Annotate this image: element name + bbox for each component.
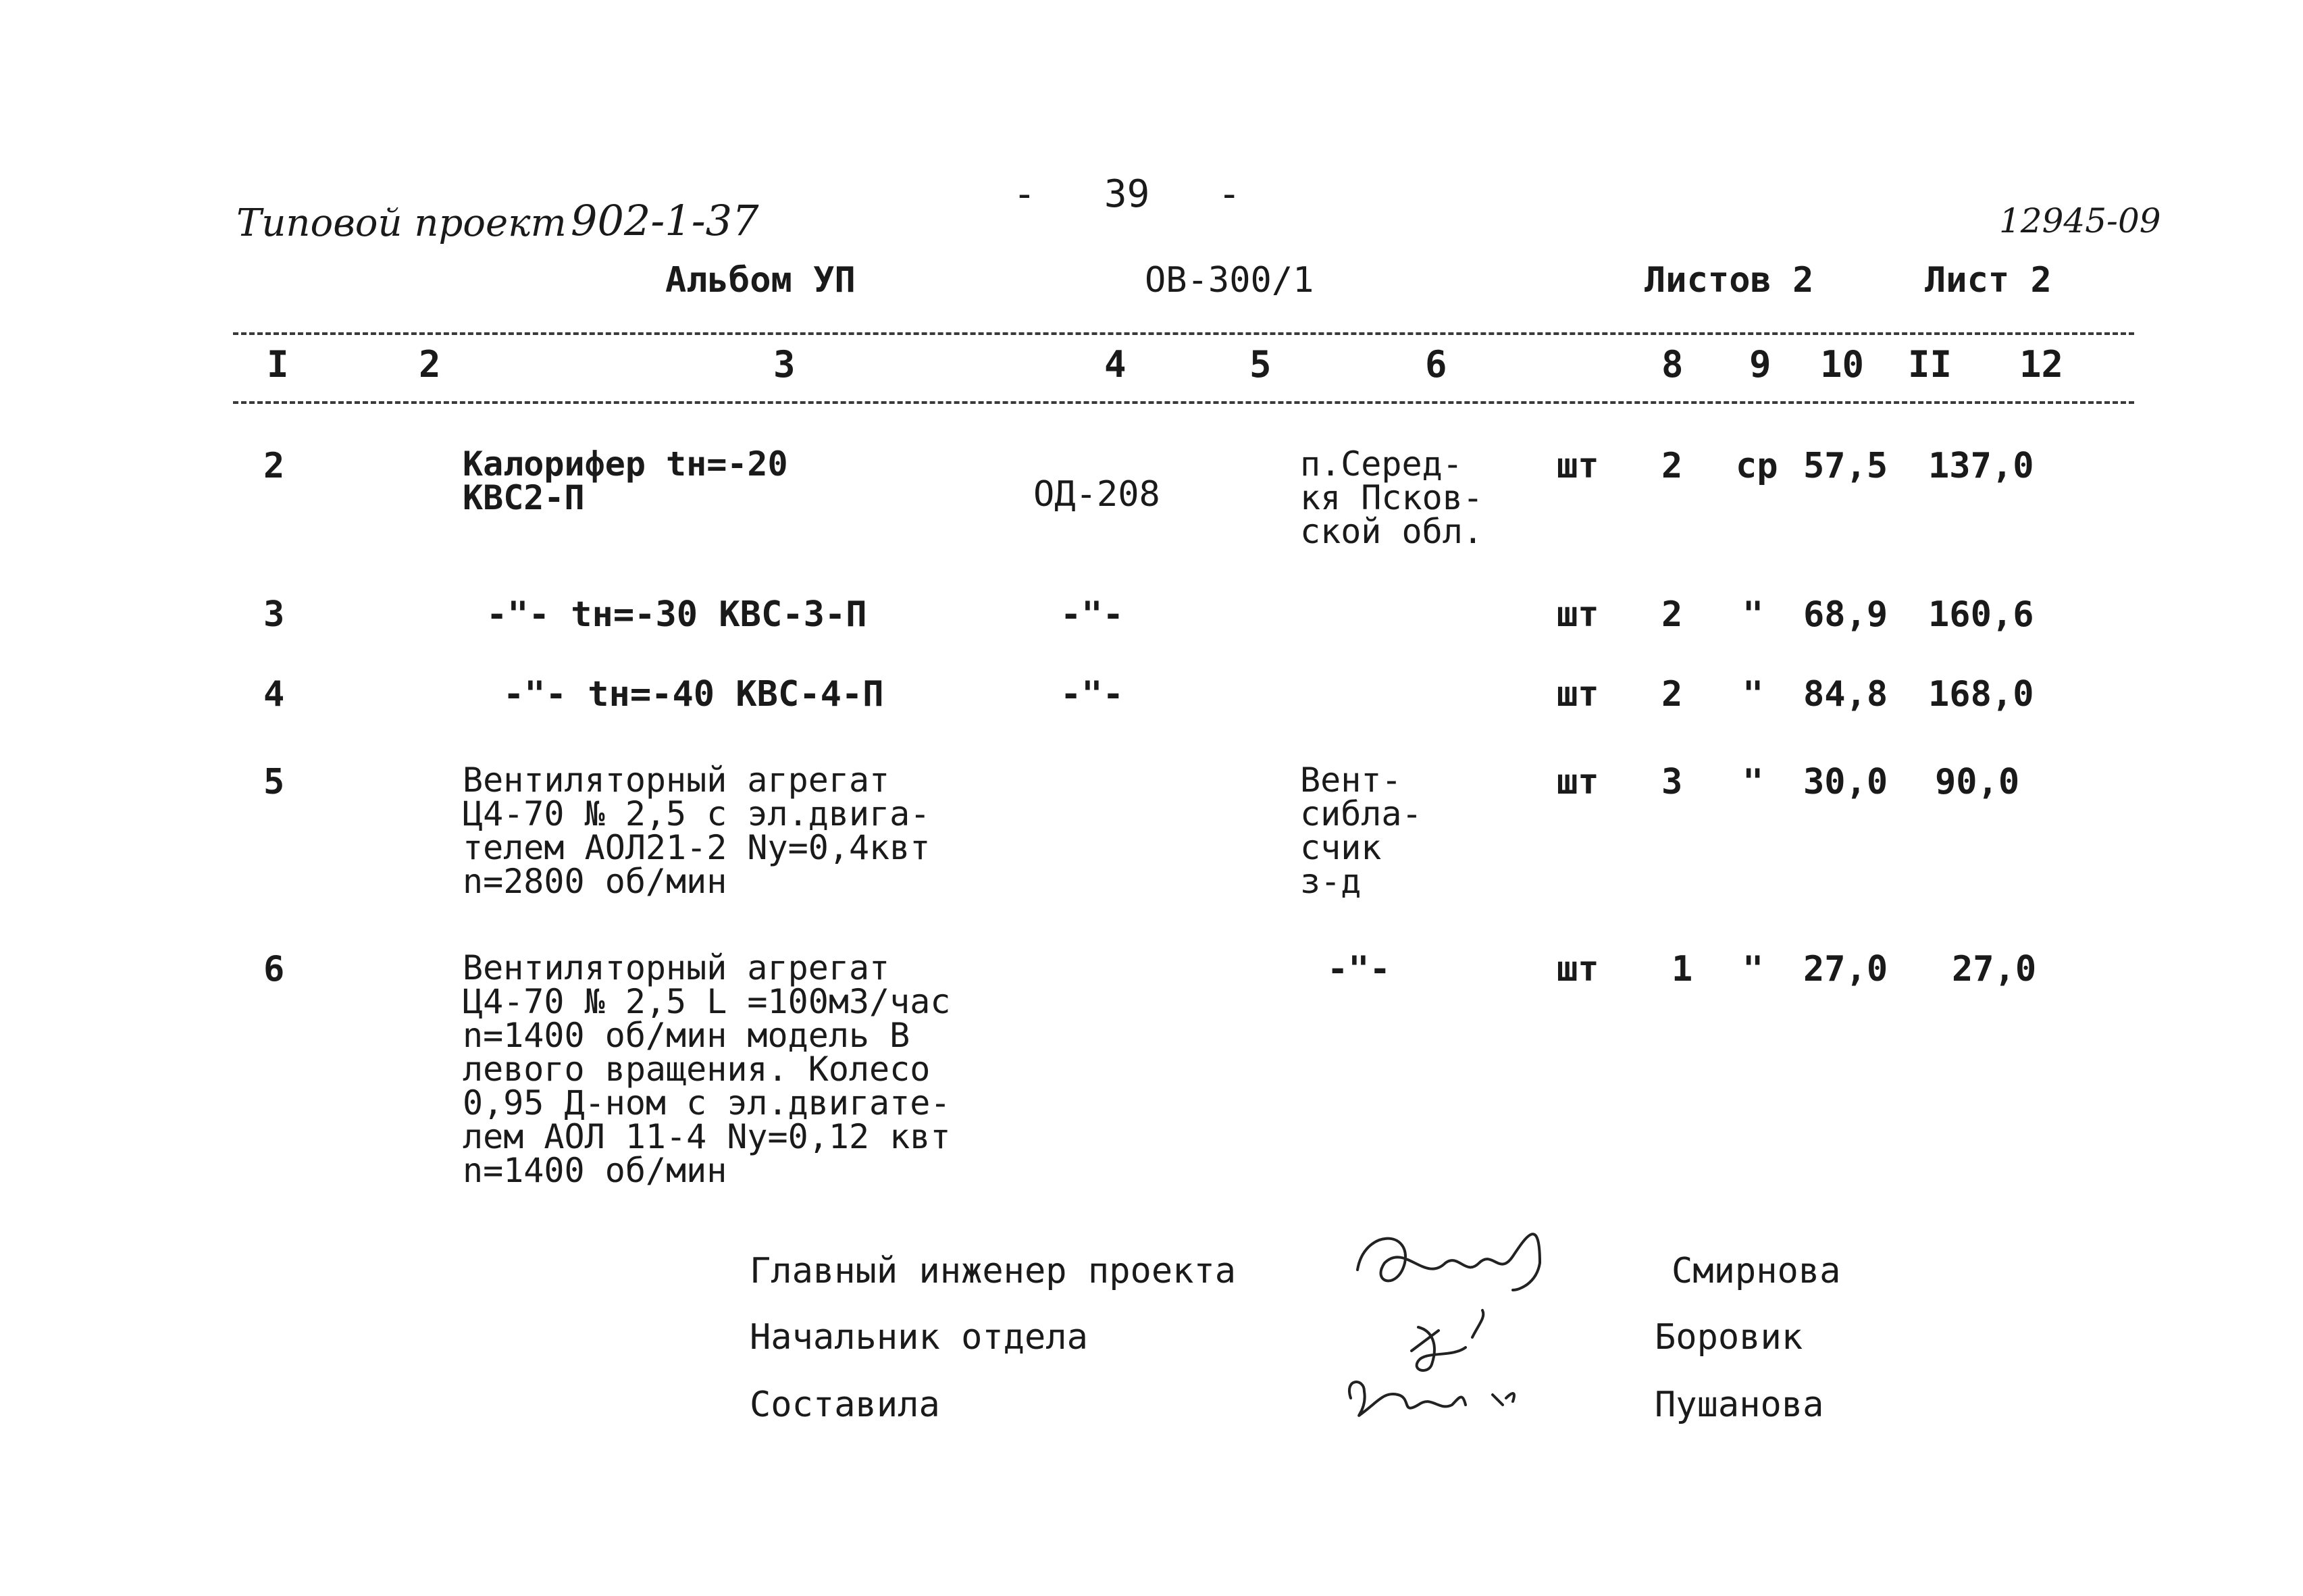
row-unit: шт — [1557, 674, 1599, 715]
row-supplier: п.Серед- кя Псков- ской обл. — [1300, 444, 1483, 551]
row-unit: шт — [1557, 594, 1599, 635]
sheet-code: ОВ-300/1 — [1145, 260, 1314, 301]
row-total: 137,0 — [1928, 446, 2034, 486]
col-5: 5 — [1249, 343, 1272, 386]
table-row-num: 3 — [263, 594, 285, 635]
page-number: - 39 - — [1013, 172, 1241, 216]
row-name: Вентиляторный агрегат Ц4-70 № 2,5 L =100м3/час n=1400 об/мин модель В левого вращения. Колесо 0,95 Д-ном с эл.двигате- лем АОЛ 11-4 Nу=0,12 квт n=1400 об/мин — [463, 948, 951, 1190]
col-10: 10 — [1820, 343, 1865, 386]
table-row-num: 6 — [263, 949, 285, 989]
row-cat: " — [1742, 594, 1764, 635]
signature-name: Пушанова — [1655, 1385, 1824, 1425]
row-price: 84,8 — [1803, 674, 1888, 715]
col-9: 9 — [1749, 343, 1771, 386]
row-cat: " — [1742, 674, 1764, 715]
table-row-num: 5 — [263, 762, 285, 802]
row-unit: шт — [1557, 949, 1599, 989]
signature-name: Боровик — [1655, 1317, 1803, 1358]
row-unit: шт — [1557, 762, 1599, 802]
col-3: 3 — [773, 343, 796, 386]
row-qty: 2 — [1661, 674, 1683, 715]
signature-role: Начальник отдела — [750, 1317, 1088, 1358]
project-label: Типовой проект — [236, 201, 567, 245]
row-cat: " — [1742, 762, 1764, 802]
row-price: 30,0 — [1803, 762, 1888, 802]
row-qty: 2 — [1661, 446, 1683, 486]
col-11: II — [1908, 343, 1952, 386]
row-supplier: Вент- сибла- счик з-д — [1300, 761, 1422, 901]
row-total: 27,0 — [1952, 949, 2037, 989]
handwritten-signatures — [1337, 1189, 1594, 1445]
row-price: 68,9 — [1803, 594, 1888, 635]
row-code: ОД-208 — [1033, 474, 1160, 515]
doc-code: 12945-09 — [1999, 201, 2161, 240]
col-1: I — [267, 343, 289, 386]
row-name: -"- tн=-30 КВС-3-П — [486, 594, 867, 635]
table-row-num: 2 — [263, 446, 285, 486]
col-2: 2 — [419, 343, 441, 386]
signature-name: Смирнова — [1672, 1251, 1841, 1291]
row-name: -"- tн=-40 КВС-4-П — [503, 674, 884, 715]
col-8: 8 — [1661, 343, 1684, 386]
row-name: Вентиляторный агрегат Ц4-70 № 2,5 с эл.двига- телем АОЛ21-2 Nу=0,4квт n=2800 об/мин — [463, 761, 931, 901]
row-code: -"- — [1060, 594, 1124, 635]
row-supplier: -"- — [1327, 949, 1391, 989]
row-total: 90,0 — [1935, 762, 2020, 802]
album-label: Альбом УП — [665, 260, 856, 301]
col-12: 12 — [2019, 343, 2064, 386]
signature-role: Составила — [750, 1385, 940, 1425]
row-price: 27,0 — [1803, 949, 1888, 989]
row-price: 57,5 — [1803, 446, 1888, 486]
col-4: 4 — [1104, 343, 1127, 386]
row-code: -"- — [1060, 674, 1124, 715]
project-number: 902-1-37 — [571, 196, 759, 245]
row-qty: 1 — [1672, 949, 1693, 989]
row-cat: ср — [1736, 446, 1778, 486]
signature-role: Главный инженер проекта — [750, 1251, 1237, 1291]
row-qty: 2 — [1661, 594, 1683, 635]
sheets-total: Листов 2 — [1645, 260, 1814, 301]
sheet-label: Лист 2 — [1925, 260, 2052, 301]
col-6: 6 — [1425, 343, 1447, 386]
row-total: 168,0 — [1928, 674, 2034, 715]
header-rule-top — [233, 332, 2134, 335]
row-cat: " — [1742, 949, 1764, 989]
row-qty: 3 — [1661, 762, 1683, 802]
table-row-num: 4 — [263, 674, 285, 715]
header-rule-bottom — [233, 401, 2134, 404]
row-unit: шт — [1557, 446, 1599, 486]
row-name: Калорифер tн=-20 КВС2-П — [463, 444, 788, 517]
row-total: 160,6 — [1928, 594, 2034, 635]
